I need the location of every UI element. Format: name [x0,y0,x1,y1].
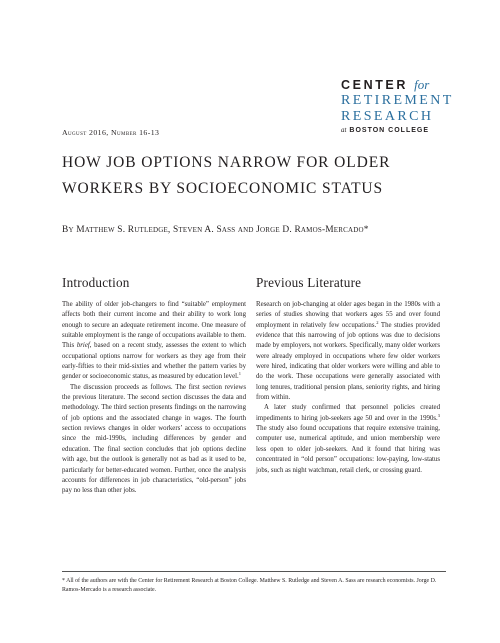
introduction-paragraph-1 [62,300,246,383]
endnote-ref-2: 2 [376,319,379,325]
logo-for-word: for [414,77,430,92]
lit-p1-text-b: The studies provided evidence that this narrowing of job options was due to decisions made by employers, not workers. Specifically, many older workers were already employed in occupations where few older workers were hired, indicating that older workers were willing and able to do the work. These occupations were generally associated with long tenures, traditional pension plans, seniority rights, and hiring from within. [256,321,440,402]
lit-p1-text-a: Research on job-changing at older ages began in the 1980s with a series of studies showing that workers ages 55 and over found employment in relatively few occupations. [256,301,440,329]
logo-at-word: at [341,125,347,134]
author-line: By Matthew S. Rutledge, Steven A. Sass and Jorge D. Ramos-Mercado* [62,225,369,235]
introduction-paragraph-2: The discussion proceeds as follows. The first section reviews the previous literature. The second section discusses the data and methodology. The third section presents findings on the narrowing of job options and the associated change in wages. The fourth section reviews changes in older workers’ access to occupations since the mid-1990s, including differences by gender and education. The final section concludes that job options decline with age, but the outlook is generally not as bad as it used to be, particularly for better-educated women. Further, once the analysis accounts for differences in job characteristics, “old-person” jobs pay no less than other jobs. [62,383,246,495]
logo-center-word: CENTER [341,78,408,92]
logo-retirement-word: RETIREMENT [341,92,454,108]
literature-paragraph-2 [256,403,440,475]
footnote-divider [62,571,446,572]
endnote-ref-3: 3 [437,412,440,418]
issue-date-number: August 2016, Number 16-13 [62,128,160,137]
logo-center-line [341,78,461,92]
endnote-ref-1: 1 [238,371,241,377]
introduction-heading: Introduction [62,275,130,290]
brief-title: HOW JOB OPTIONS NARROW FOR OLDER WORKERS BY SOCIOECONOMIC STATUS [62,154,391,197]
logo-research-word: RESEARCH [341,108,434,124]
author-footnote: * All of the authors are with the Center for Retirement Research at Boston College. Matthew S. Rutledge and Steven A. Sass are research economists. Jorge D. Ramos-Mercado is a research associate. [62,578,437,593]
introduction-column [62,275,246,497]
logo-college-line [341,127,461,134]
logo-college-name: BOSTON COLLEGE [349,126,430,134]
lit-p2-text-b: The study also found occupations that require extensive training, computer use, numerical aptitude, and union membership were less open to older job-seekers. And it found that hiring was concentrated in “old person” occupations: low-paying, low-status jobs, such as night watchman, retail clerk, or crossing guard. [256,425,440,474]
intro-p1-text-b: , based on a recent study, assesses the extent to which occupational options narrow for workers as they age from their early-fifties to their mid-sixties and whether the pattern varies by gender or socioeconomic status, as measured by education level. [62,342,246,381]
crr-logo [341,78,461,134]
literature-heading: Previous Literature [256,275,362,290]
lit-p2-text-a: A later study confirmed that personnel policies created impediments to hiring job-seekers age 50 and over in the 1990s. [256,404,440,422]
intro-p1-emphasis: brief [76,342,90,350]
literature-paragraph-1 [256,300,440,403]
intro-p1-text-a: The ability of older job-changers to find “suitable” employment affects both their current income and their ability to work long enough to secure an adequate retirement income. One measure of suitable employment is the range of occupations available to them. This [62,301,246,350]
literature-column [256,275,440,476]
